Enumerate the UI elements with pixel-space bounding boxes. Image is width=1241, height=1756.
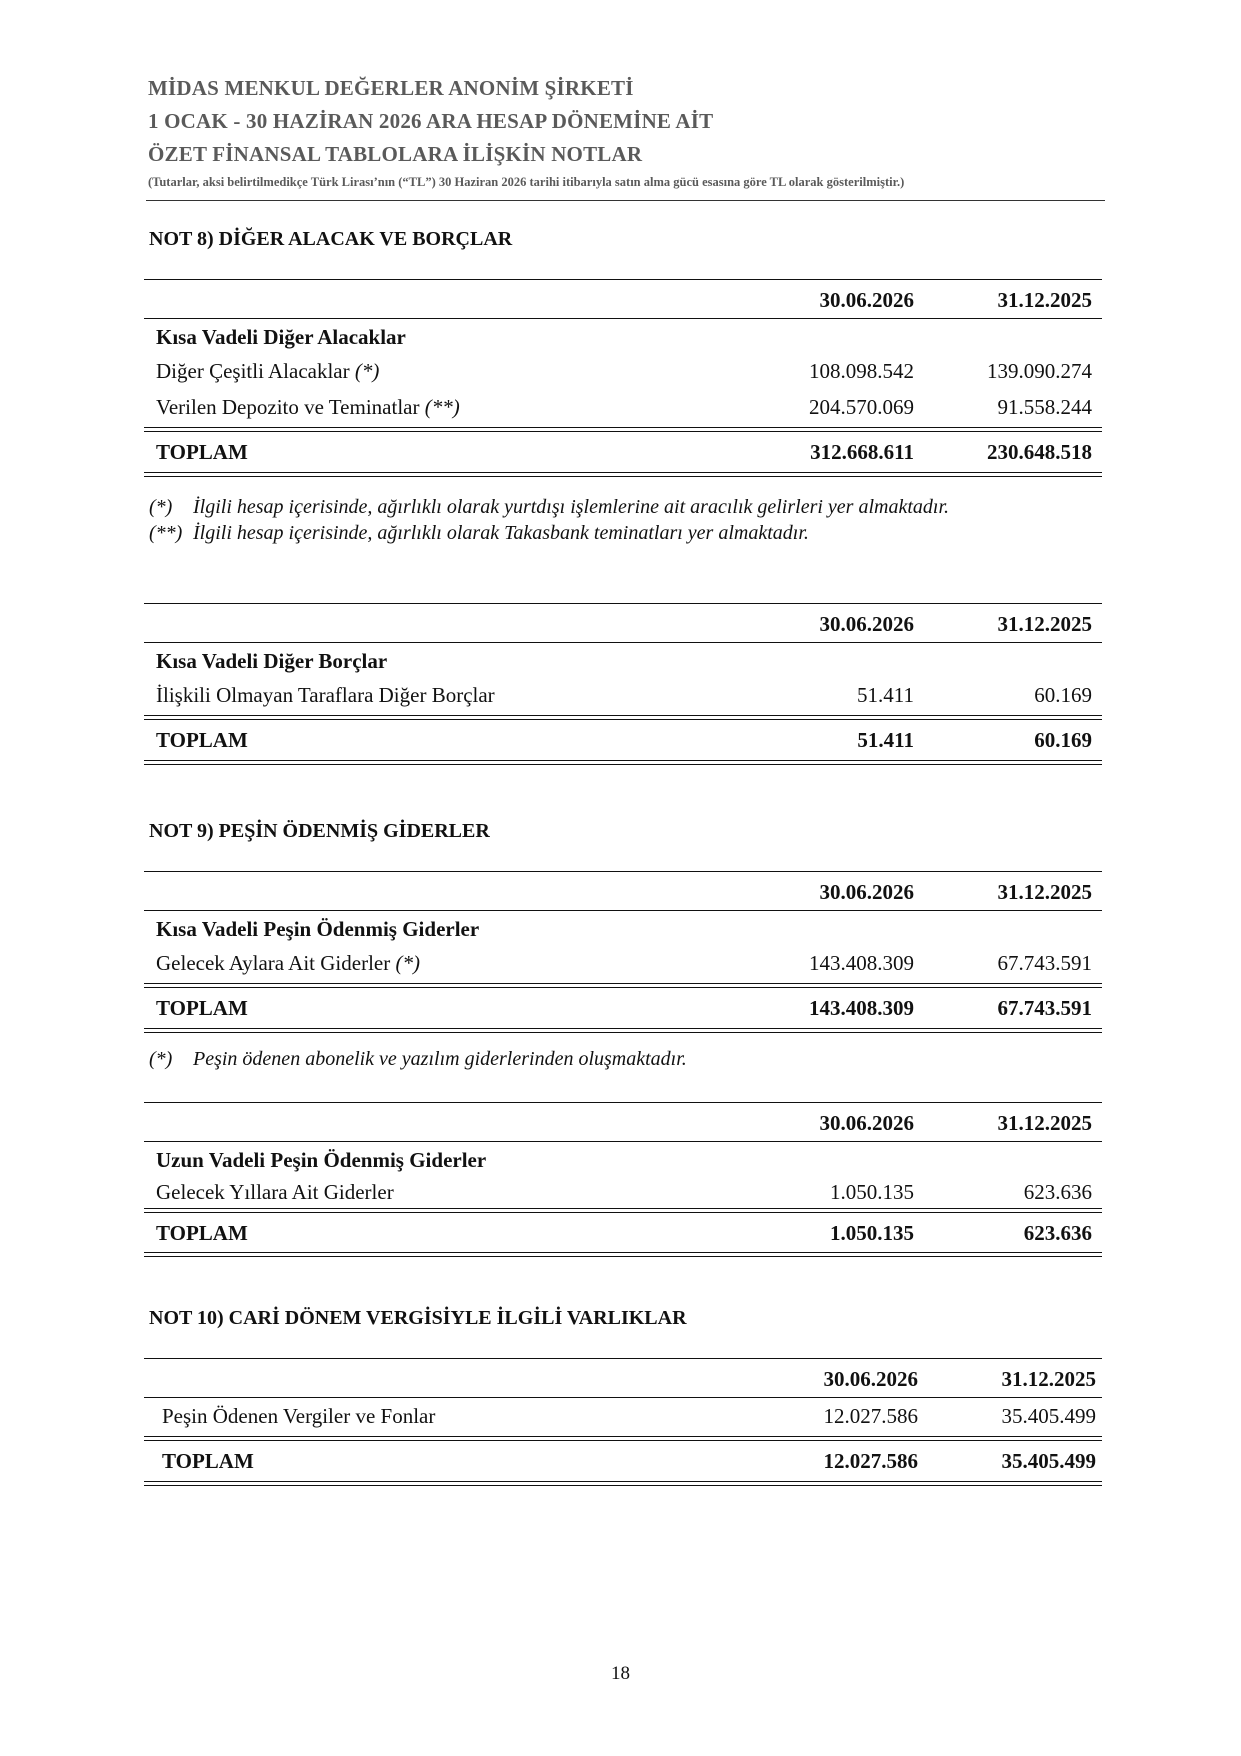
total-label: TOPLAM xyxy=(156,440,248,464)
col-header-prior: 31.12.2025 xyxy=(997,1111,1092,1135)
total-value-prior: 60.169 xyxy=(1034,728,1092,752)
footnote: (*) İlgili hesap içerisinde, ağırlıklı olarak yurtdışı işlemlerine ait aracılık gelirleri yer almaktadır. xyxy=(149,496,950,518)
col-header-current: 30.06.2026 xyxy=(819,612,914,636)
table-header-row xyxy=(144,1102,1102,1142)
note9-long-term-table xyxy=(144,1102,1102,1249)
col-header-current: 30.06.2026 xyxy=(819,1111,914,1135)
col-header-current: 30.06.2026 xyxy=(819,288,914,312)
note8-payables-table xyxy=(144,603,1102,756)
footnote: (*) Peşin ödenen abonelik ve yazılım giderlerinden oluşmaktadır. xyxy=(149,1048,687,1070)
total-underline xyxy=(144,1028,1102,1029)
total-value-current: 312.668.611 xyxy=(810,440,914,464)
note8-title: NOT 8) DİĞER ALACAK VE BORÇLAR xyxy=(149,228,513,250)
row-value-prior: 35.405.499 xyxy=(1001,1404,1096,1428)
table-header-row xyxy=(144,279,1102,319)
row-value-current: 12.027.586 xyxy=(823,1404,918,1428)
row-label: İlişkili Olmayan Taraflara Diğer Borçlar xyxy=(156,683,495,707)
group-label: Kısa Vadeli Peşin Ödenmiş Giderler xyxy=(156,917,480,941)
table-row xyxy=(144,677,1102,713)
note8-receivables-table xyxy=(144,279,1102,468)
group-label: Kısa Vadeli Diğer Alacaklar xyxy=(156,325,406,349)
row-value-current: 108.098.542 xyxy=(809,359,914,383)
col-header-current: 30.06.2026 xyxy=(819,880,914,904)
row-label: Gelecek Aylara Ait Giderler (*) xyxy=(156,951,420,975)
table-total-row xyxy=(144,431,1102,468)
table-row xyxy=(144,1174,1102,1206)
table-row xyxy=(144,353,1102,389)
header-divider xyxy=(146,200,1105,201)
total-value-prior: 67.743.591 xyxy=(997,996,1092,1020)
group-label: Uzun Vadeli Peşin Ödenmiş Giderler xyxy=(156,1148,487,1172)
note10-table xyxy=(144,1358,1102,1477)
row-value-prior: 623.636 xyxy=(1023,1180,1092,1204)
table-group-row xyxy=(144,643,1102,677)
row-value-current: 1.050.135 xyxy=(830,1180,914,1204)
table-total-row xyxy=(144,1212,1102,1249)
period-title: 1 OCAK - 30 HAZİRAN 2026 ARA HESAP DÖNEMİNE AİT xyxy=(148,109,714,133)
note9-short-term-table xyxy=(144,871,1102,1024)
total-value-current: 143.408.309 xyxy=(809,996,914,1020)
table-group-row xyxy=(144,319,1102,353)
group-label: Kısa Vadeli Diğer Borçlar xyxy=(156,649,388,673)
total-underline xyxy=(144,1485,1102,1486)
document-header xyxy=(148,72,1103,190)
total-underline xyxy=(144,1252,1102,1253)
row-value-prior: 67.743.591 xyxy=(997,951,1092,975)
total-underline xyxy=(144,764,1102,765)
page-number: 18 xyxy=(611,1663,630,1684)
note10-title: NOT 10) CARİ DÖNEM VERGİSİYLE İLGİLİ VARLIKLAR xyxy=(149,1307,687,1329)
row-value-prior: 91.558.244 xyxy=(997,395,1092,419)
table-group-row xyxy=(144,1142,1102,1174)
company-name: MİDAS MENKUL DEĞERLER ANONİM ŞİRKETİ xyxy=(148,76,634,100)
total-value-current: 12.027.586 xyxy=(823,1449,918,1473)
total-underline xyxy=(144,760,1102,761)
table-group-row xyxy=(144,911,1102,945)
col-header-prior: 31.12.2025 xyxy=(997,288,1092,312)
total-value-current: 51.411 xyxy=(857,728,914,752)
row-label: Verilen Depozito ve Teminatlar (**) xyxy=(156,395,460,419)
currency-note: (Tutarlar, aksi belirtilmedikçe Türk Lirası’nın (“TL”) 30 Haziran 2026 tarihi itibarıyla satın alma gücü esasına göre TL olarak gösterilmiştir.) xyxy=(148,175,905,189)
notes-title: ÖZET FİNANSAL TABLOLARA İLİŞKİN NOTLAR xyxy=(148,142,643,166)
col-header-prior: 31.12.2025 xyxy=(997,612,1092,636)
table-header-row xyxy=(144,871,1102,911)
col-header-prior: 31.12.2025 xyxy=(997,880,1092,904)
total-label: TOPLAM xyxy=(156,1221,248,1245)
table-header-row xyxy=(144,1358,1102,1398)
row-label: Diğer Çeşitli Alacaklar (*) xyxy=(156,359,380,383)
total-value-prior: 623.636 xyxy=(1023,1221,1092,1245)
total-underline xyxy=(144,1256,1102,1257)
row-label: Gelecek Yıllara Ait Giderler xyxy=(156,1180,394,1204)
total-value-prior: 35.405.499 xyxy=(1001,1449,1096,1473)
total-underline xyxy=(144,1032,1102,1033)
table-total-row xyxy=(144,719,1102,756)
row-value-prior: 139.090.274 xyxy=(987,359,1092,383)
table-row xyxy=(144,389,1102,425)
row-value-prior: 60.169 xyxy=(1034,683,1092,707)
row-value-current: 204.570.069 xyxy=(809,395,914,419)
total-label: TOPLAM xyxy=(156,728,248,752)
total-value-prior: 230.648.518 xyxy=(987,440,1092,464)
table-total-row xyxy=(144,987,1102,1024)
row-value-current: 143.408.309 xyxy=(809,951,914,975)
table-header-row xyxy=(144,603,1102,643)
total-label: TOPLAM xyxy=(156,996,248,1020)
footnote: (**) İlgili hesap içerisinde, ağırlıklı olarak Takasbank teminatları yer almaktadır. xyxy=(149,522,809,544)
note9-title: NOT 9) PEŞİN ÖDENMİŞ GİDERLER xyxy=(149,820,490,842)
row-label: Peşin Ödenen Vergiler ve Fonlar xyxy=(162,1404,436,1428)
table-total-row xyxy=(144,1440,1102,1477)
table-row xyxy=(144,945,1102,981)
total-underline xyxy=(144,472,1102,473)
col-header-prior: 31.12.2025 xyxy=(1001,1367,1096,1391)
total-label: TOPLAM xyxy=(162,1449,254,1473)
row-value-current: 51.411 xyxy=(857,683,914,707)
total-underline xyxy=(144,1481,1102,1482)
table-row xyxy=(144,1398,1102,1434)
total-value-current: 1.050.135 xyxy=(830,1221,914,1245)
total-underline xyxy=(144,476,1102,477)
col-header-current: 30.06.2026 xyxy=(823,1367,918,1391)
